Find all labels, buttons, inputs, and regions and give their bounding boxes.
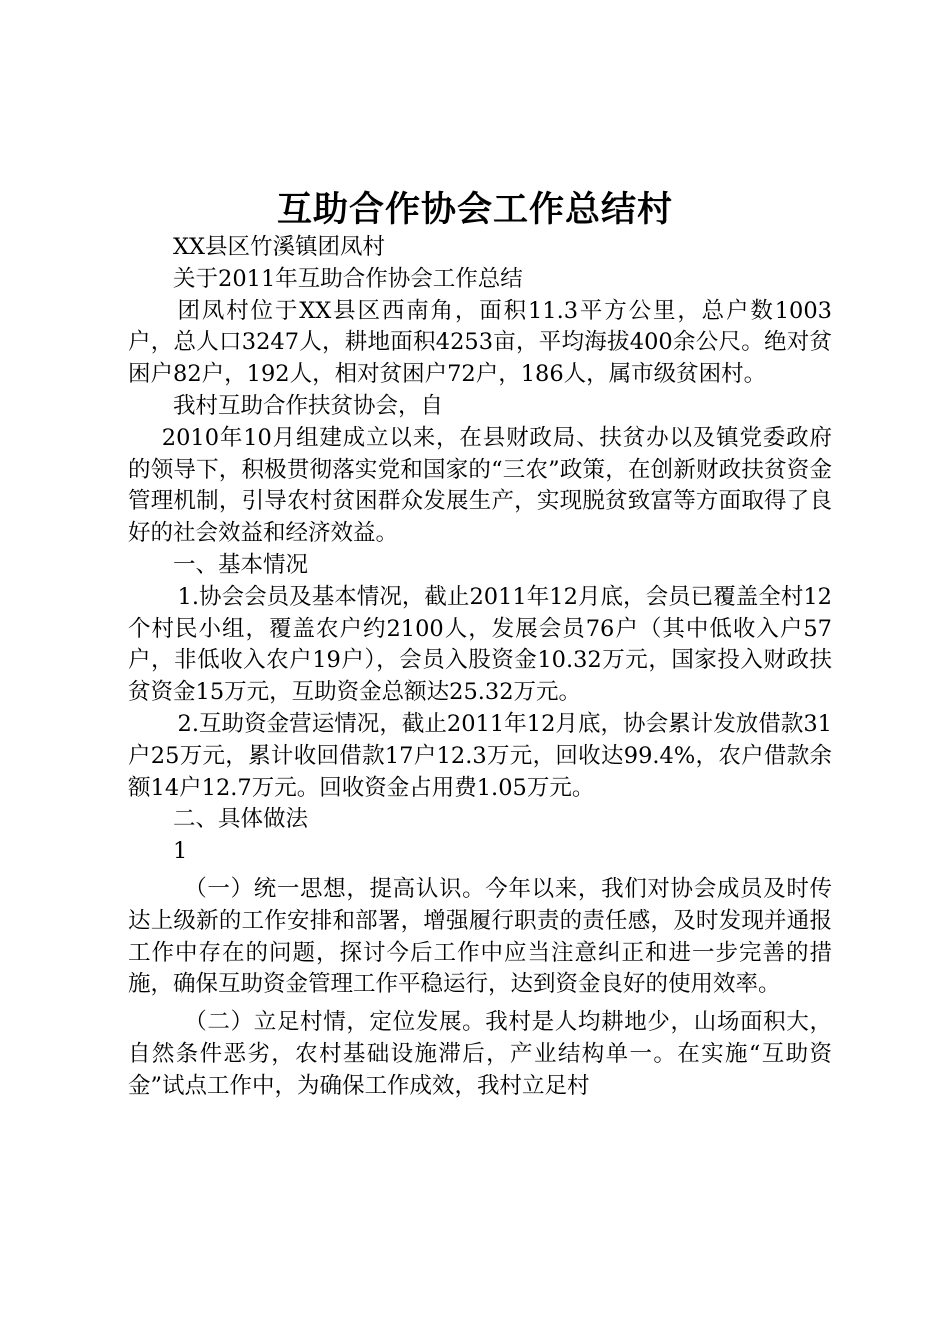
paragraph-association-history: 2010年10月组建成立以来，在县财政局、扶贫办以及镇党委政府的领导下，积极贯彻落实党和国家的“三农”政策，在创新财政扶贫资金管理机制，引导农村贫困群众发展生产，实现脱贫致富等方面取得了良好的社会效益和经济效益。 [128,424,832,547]
paragraph-village-header: XX县区竹溪镇团凤村 [173,234,386,260]
paragraph-fund-operation: 2.互助资金营运情况，截止2011年12月底，协会累计发放借款31户25万元，累计收回借款17户12.3万元，回收达99.4%，农户借款余额14户12.7万元。回收资金占用费1.05万元。 [128,710,832,801]
paragraph-association-intro: 我村互助合作扶贫协会，自 [173,392,444,419]
page-number: 1 [173,838,188,865]
paragraph-village-profile: 团凤村位于XX县区西南角，面积11.3平方公里，总户数1003户，总人口3247人，耕地面积4253亩，平均海拔400余公尺。绝对贫困户82户，192人，相对贫困户72户，186人，属市级贫困村。 [128,297,832,388]
paragraph-village-positioning: （二）立足村情，定位发展。我村是人均耕地少，山场面积大，自然条件恶劣，农村基础设施滞后，产业结构单一。在实施“互助资金”试点工作中，为确保工作成效，我村立足村 [128,1009,832,1099]
paragraph-unify-thinking: （一）统一思想，提高认识。今年以来，我们对协会成员及时传达上级新的工作安排和部署，增强履行职责的责任感，及时发现并通报工作中存在的问题，探讨今后工作中应当注意纠正和进一步完善的措施，确保互助资金管理工作平稳运行，达到资金良好的使用效率。 [128,875,832,998]
document-title: 互助合作协会工作总结村 [276,189,673,230]
document-body [128,232,832,1103]
paragraph-members-info: 1.协会会员及基本情况，截止2011年12月底，会员已覆盖全村12个村民小组，覆盖农户约2100人，发展会员76户（其中低收入户57户，非低收入农户19户），会员入股资金10.32万元，国家投入财政扶贫资金15万元，互助资金总额达25.32万元。 [128,583,832,706]
section-heading-practices: 二、具体做法 [173,806,309,833]
paragraph-report-subtitle: 关于2011年互助合作协会工作总结 [173,265,523,292]
section-heading-basic-info: 一、基本情况 [173,551,309,578]
